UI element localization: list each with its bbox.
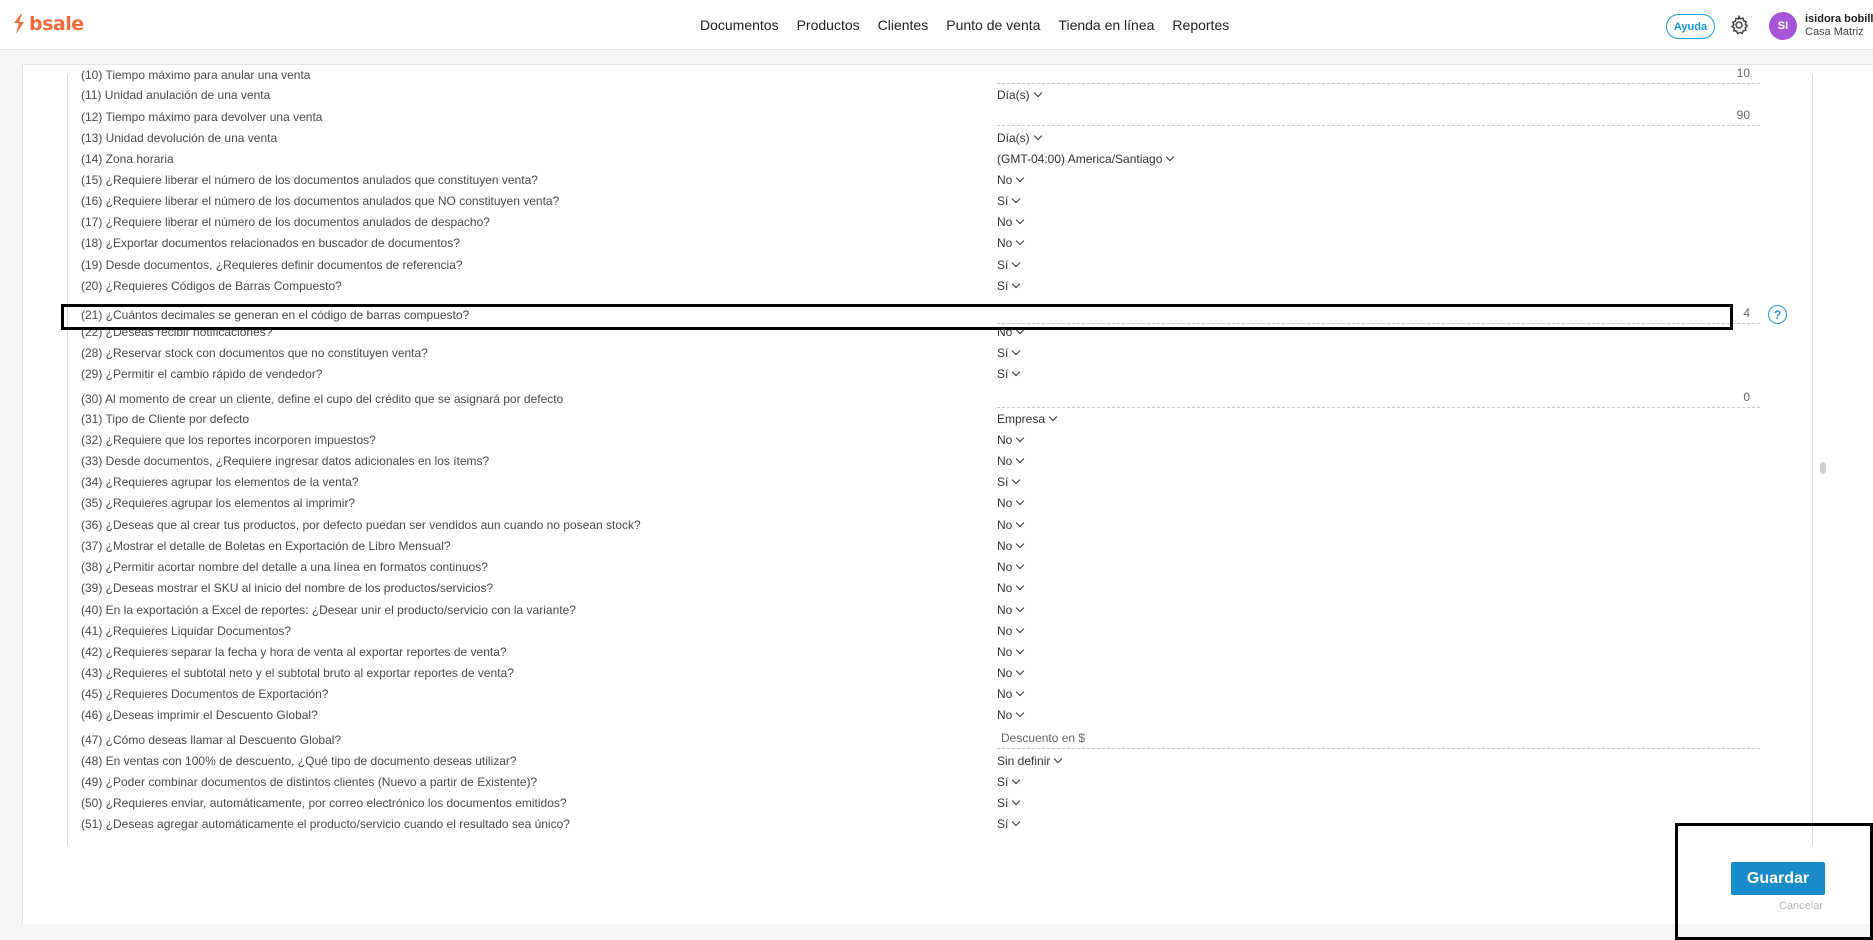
setting-select[interactable] — [997, 754, 1061, 768]
setting-number-input[interactable]: 4 — [997, 304, 1760, 324]
chevron-down-icon — [1016, 709, 1024, 717]
cancel-link[interactable]: Cancelar — [1779, 900, 1824, 912]
chevron-down-icon — [1016, 434, 1024, 442]
setting-number-input[interactable]: 90 — [997, 106, 1760, 126]
setting-select-value: Sí — [997, 346, 1009, 360]
setting-select-value: Sí — [997, 775, 1009, 789]
setting-select-value: No — [997, 215, 1013, 229]
save-button[interactable]: Guardar — [1731, 862, 1825, 895]
avatar[interactable]: SI — [1769, 12, 1797, 40]
setting-row — [81, 147, 1681, 168]
setting-row — [81, 703, 1681, 724]
setting-label: (41) ¿Requieres Liquidar Documentos? — [81, 624, 292, 638]
setting-row — [81, 534, 1681, 555]
setting-select-value: Día(s) — [997, 131, 1030, 145]
chevron-down-icon — [1016, 561, 1024, 569]
setting-label: (18) ¿Exportar documentos relacionados en buscador de documentos? — [81, 236, 460, 250]
setting-select[interactable] — [997, 624, 1023, 638]
setting-select-value: Sí — [997, 475, 1009, 489]
setting-row — [81, 661, 1681, 682]
setting-select-value: No — [997, 603, 1013, 617]
chevron-down-icon — [1016, 455, 1024, 463]
setting-select[interactable] — [997, 194, 1019, 208]
setting-select-value: No — [997, 624, 1013, 638]
setting-row — [81, 449, 1681, 470]
setting-label: (11) Unidad anulación de una venta — [81, 88, 271, 102]
setting-select-value: No — [997, 560, 1013, 574]
chevron-down-icon — [1016, 519, 1024, 527]
setting-label: (46) ¿Deseas imprimir el Descuento Global? — [81, 708, 318, 722]
chevron-down-icon — [1016, 174, 1024, 182]
chevron-down-icon — [1012, 818, 1020, 826]
setting-select[interactable] — [997, 581, 1023, 595]
setting-select-value: No — [997, 433, 1013, 447]
setting-label: (20) ¿Requieres Códigos de Barras Compuesto? — [81, 279, 342, 293]
setting-select[interactable] — [997, 236, 1023, 250]
setting-select[interactable] — [997, 560, 1023, 574]
setting-select-value: No — [997, 325, 1013, 339]
setting-row — [81, 168, 1681, 189]
setting-row — [81, 105, 1750, 126]
setting-select-value: No — [997, 518, 1013, 532]
setting-row — [81, 83, 1681, 104]
setting-select[interactable] — [997, 215, 1023, 229]
setting-select-value: Sí — [997, 367, 1009, 381]
chevron-down-icon — [1016, 667, 1024, 675]
setting-label: (50) ¿Requieres enviar, automáticamente, por correo electrónico los documentos emitidos? — [81, 796, 567, 810]
setting-label: (10) Tiempo máximo para anular una venta — [81, 68, 311, 82]
nav-documentos[interactable]: Documentos — [700, 17, 779, 33]
setting-number-input[interactable]: 10 — [997, 64, 1760, 84]
setting-row — [81, 576, 1681, 597]
setting-row — [81, 555, 1681, 576]
setting-label: (34) ¿Requieres agrupar los elementos de la venta? — [81, 475, 359, 489]
setting-select[interactable] — [997, 539, 1023, 553]
setting-row — [81, 728, 1681, 749]
setting-select-value: No — [997, 687, 1013, 701]
chevron-down-icon — [1012, 476, 1020, 484]
setting-select[interactable] — [997, 131, 1041, 145]
setting-select[interactable] — [997, 817, 1019, 831]
setting-select-value: No — [997, 645, 1013, 659]
setting-row — [81, 210, 1681, 231]
setting-row — [81, 598, 1681, 619]
setting-select[interactable] — [997, 775, 1019, 789]
setting-select-value: Sin definir — [997, 754, 1051, 768]
setting-select-value: No — [997, 708, 1013, 722]
setting-select[interactable] — [997, 475, 1019, 489]
setting-label: (22) ¿Deseas recibir notificaciones? — [81, 325, 273, 339]
setting-label: (31) Tipo de Cliente por defecto — [81, 412, 250, 426]
setting-select[interactable] — [997, 708, 1023, 722]
setting-label: (40) En la exportación a Excel de reportes: ¿Desear unir el producto/servicio con la variante? — [81, 603, 576, 617]
setting-label: (43) ¿Requieres el subtotal neto y el subtotal bruto al exportar reportes de venta? — [81, 666, 514, 680]
setting-text-input[interactable]: Descuento en $ — [997, 729, 1760, 749]
setting-row — [81, 341, 1681, 362]
setting-label: (35) ¿Requieres agrupar los elementos al imprimir? — [81, 496, 356, 510]
setting-row — [81, 513, 1681, 534]
chevron-down-icon — [1016, 625, 1024, 633]
setting-row — [81, 682, 1681, 703]
chevron-down-icon — [1012, 195, 1020, 203]
setting-select-value: Sí — [997, 279, 1009, 293]
setting-select[interactable] — [997, 496, 1023, 510]
chevron-down-icon — [1016, 237, 1024, 245]
setting-label: (37) ¿Mostrar el detalle de Boletas en Exportación de Libro Mensual? — [81, 539, 451, 553]
setting-select-value: No — [997, 666, 1013, 680]
setting-select[interactable] — [997, 152, 1173, 166]
chevron-down-icon — [1016, 582, 1024, 590]
setting-row — [81, 640, 1681, 661]
setting-label: (21) ¿Cuántos decimales se generan en el código de barras compuesto? — [81, 308, 470, 322]
setting-row — [81, 63, 1750, 84]
chevron-down-icon — [1012, 368, 1020, 376]
setting-row — [81, 470, 1681, 491]
setting-row — [81, 231, 1681, 252]
setting-label: (29) ¿Permitir el cambio rápido de vendedor? — [81, 367, 323, 381]
nav-punto-de-venta[interactable]: Punto de venta — [946, 17, 1041, 33]
nav-tienda-en-linea[interactable]: Tienda en línea — [1058, 17, 1155, 33]
chevron-down-icon — [1012, 347, 1020, 355]
setting-select-value: Día(s) — [997, 88, 1030, 102]
setting-select[interactable] — [997, 279, 1019, 293]
setting-number-input[interactable]: 0 — [997, 388, 1760, 408]
setting-label: (39) ¿Deseas mostrar el SKU al inicio del nombre de los productos/servicios? — [81, 581, 494, 595]
setting-select[interactable] — [997, 603, 1023, 617]
user-branch: Casa Matriz — [1805, 26, 1864, 38]
setting-row — [81, 387, 1750, 408]
setting-label: (49) ¿Poder combinar documentos de distintos clientes (Nuevo a partir de Existente)? — [81, 775, 538, 789]
setting-row — [81, 812, 1681, 833]
setting-row — [81, 126, 1681, 147]
chevron-down-icon — [1012, 259, 1020, 267]
setting-select-value: No — [997, 236, 1013, 250]
setting-row — [81, 491, 1681, 512]
setting-select[interactable] — [997, 518, 1023, 532]
setting-select-value: No — [997, 496, 1013, 510]
setting-label: (13) Unidad devolución de una venta — [81, 131, 278, 145]
chevron-down-icon — [1012, 776, 1020, 784]
setting-select-value: No — [997, 454, 1013, 468]
chevron-down-icon — [1016, 604, 1024, 612]
chevron-down-icon — [1016, 216, 1024, 224]
setting-select[interactable] — [997, 412, 1056, 426]
setting-label: (45) ¿Requieres Documentos de Exportación? — [81, 687, 329, 701]
setting-row — [81, 362, 1681, 383]
chevron-down-icon — [1016, 688, 1024, 696]
setting-select[interactable] — [997, 367, 1019, 381]
setting-select[interactable] — [997, 173, 1023, 187]
chevron-down-icon — [1033, 132, 1041, 140]
setting-select[interactable] — [997, 796, 1019, 810]
setting-row — [81, 407, 1681, 428]
setting-select-value: Empresa — [997, 412, 1046, 426]
setting-select-value: (GMT-04:00) America/Santiago — [997, 152, 1163, 166]
setting-select-value: Sí — [997, 817, 1009, 831]
help-button[interactable]: Ayuda — [1666, 14, 1715, 39]
nav-clientes[interactable]: Clientes — [877, 17, 929, 33]
setting-select[interactable] — [997, 454, 1023, 468]
chevron-down-icon — [1016, 540, 1024, 548]
setting-row — [81, 189, 1681, 210]
nav-reportes[interactable]: Reportes — [1172, 17, 1230, 33]
setting-label: (17) ¿Requiere liberar el número de los documentos anulados de despacho? — [81, 215, 490, 229]
highlight-box-row-21 — [61, 304, 1733, 330]
nav-productos[interactable]: Productos — [796, 17, 860, 33]
chevron-down-icon — [1012, 280, 1020, 288]
chevron-down-icon — [1012, 797, 1020, 805]
setting-label: (32) ¿Requiere que los reportes incorporen impuestos? — [81, 433, 376, 447]
setting-label: (38) ¿Permitir acortar nombre del detalle a una línea en formatos continuos? — [81, 560, 488, 574]
setting-select[interactable] — [997, 687, 1023, 701]
chevron-down-icon — [1033, 89, 1041, 97]
setting-select[interactable] — [997, 645, 1023, 659]
setting-select-value: No — [997, 173, 1013, 187]
setting-row — [81, 749, 1681, 770]
setting-row — [81, 428, 1681, 449]
chevron-down-icon — [1016, 646, 1024, 654]
question-help-icon[interactable]: ? — [1768, 305, 1787, 324]
setting-label: (16) ¿Requiere liberar el número de los documentos anulados que NO constituyen venta? — [81, 194, 560, 208]
setting-row — [81, 770, 1681, 791]
setting-select-value: No — [997, 581, 1013, 595]
setting-select-value: No — [997, 539, 1013, 553]
setting-label: (14) Zona horaria — [81, 152, 174, 166]
setting-label: (12) Tiempo máximo para devolver una venta — [81, 110, 323, 124]
setting-select[interactable] — [997, 258, 1019, 272]
setting-select-value: Sí — [997, 258, 1009, 272]
user-name: isidora bobill — [1805, 13, 1873, 25]
setting-row — [81, 253, 1681, 274]
setting-select[interactable] — [997, 433, 1023, 447]
chevron-down-icon — [1016, 497, 1024, 505]
setting-row — [81, 791, 1681, 812]
setting-select[interactable] — [997, 346, 1019, 360]
setting-select[interactable] — [997, 666, 1023, 680]
setting-select-value: Sí — [997, 194, 1009, 208]
setting-row — [81, 619, 1681, 640]
setting-label: (28) ¿Reservar stock con documentos que no constituyen venta? — [81, 346, 428, 360]
chevron-down-icon — [1049, 413, 1057, 421]
setting-label: (48) En ventas con 100% de descuento, ¿Qué tipo de documento deseas utilizar? — [81, 754, 517, 768]
setting-label: (15) ¿Requiere liberar el número de los documentos anulados que constituyen venta? — [81, 173, 538, 187]
chevron-down-icon — [1166, 153, 1174, 161]
setting-label: (33) Desde documentos, ¿Requiere ingresar datos adicionales en los ítems? — [81, 454, 490, 468]
setting-label: (30) Al momento de crear un cliente, define el cupo del crédito que se asignará por defecto — [81, 392, 564, 406]
setting-select[interactable] — [997, 88, 1041, 102]
setting-label: (51) ¿Deseas agregar automáticamente el producto/servicio cuando el resultado sea único? — [81, 817, 570, 831]
setting-label: (19) Desde documentos, ¿Requieres definir documentos de referencia? — [81, 258, 463, 272]
setting-label: (47) ¿Cómo deseas llamar al Descuento Global? — [81, 733, 342, 747]
setting-row — [81, 274, 1681, 295]
logo-text: bsale — [29, 13, 84, 35]
setting-label: (36) ¿Deseas que al crear tus productos, por defecto puedan ser vendidos aun cuando no posean stock? — [81, 518, 641, 532]
setting-select-value: Sí — [997, 796, 1009, 810]
chevron-down-icon — [1054, 755, 1062, 763]
setting-label: (42) ¿Requieres separar la fecha y hora de venta al exportar reportes de venta? — [81, 645, 507, 659]
